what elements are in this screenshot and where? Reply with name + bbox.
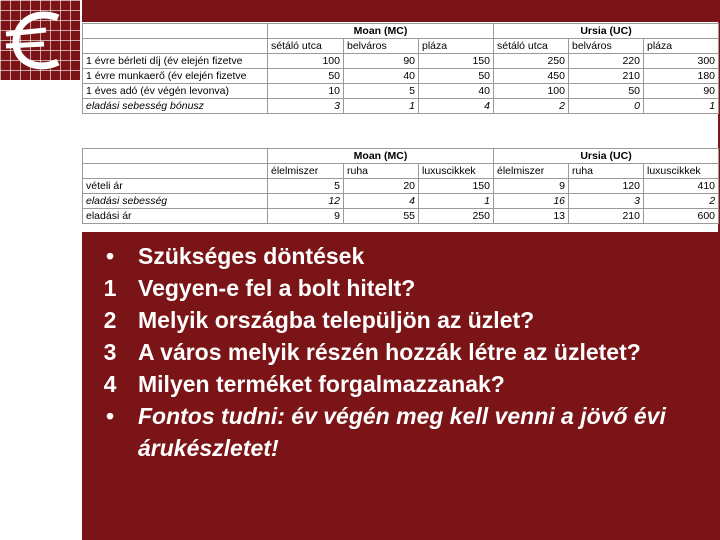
table-cell: 0: [569, 99, 644, 114]
bullet-text: Fontos tudni: év végén meg kell venni a jövő évi árukészletet!: [138, 403, 666, 461]
column-header: élelmiszer: [268, 164, 344, 179]
column-header: ruha: [344, 164, 419, 179]
table-cell: 4: [344, 194, 419, 209]
table-cell: 100: [494, 84, 569, 99]
column-header: sétáló utca: [494, 39, 569, 54]
table-cell: 600: [644, 209, 719, 224]
table-cell: 9: [494, 179, 569, 194]
table-row: [83, 84, 719, 99]
table-cell: 180: [644, 69, 719, 84]
table-row: [83, 99, 719, 114]
table-cell: 250: [419, 209, 494, 224]
table-cell: 10: [268, 84, 344, 99]
column-header: pláza: [419, 39, 494, 54]
table-cell: 2: [494, 99, 569, 114]
bullet-marker: 2: [103, 307, 117, 333]
table-cell: 40: [344, 69, 419, 84]
column-header: belváros: [344, 39, 419, 54]
table-cell: 90: [644, 84, 719, 99]
table-cell: 410: [644, 179, 719, 194]
bullet-text: Milyen terméket forgalmazzanak?: [138, 371, 505, 397]
bullet-text: Vegyen-e fel a bolt hitelt?: [138, 275, 416, 301]
table-cell: 210: [569, 69, 644, 84]
bullet-marker: •: [105, 243, 115, 269]
table-row: [83, 54, 719, 69]
bullet-text: A város melyik részén hozzák létre az üzletet?: [138, 339, 641, 365]
table-row: [83, 69, 719, 84]
row-label: eladási sebesség: [83, 194, 268, 209]
group-header-row: [83, 24, 719, 39]
euro-sign-logo-icon: [0, 0, 80, 80]
bullet-item: [82, 272, 720, 304]
column-header: ruha: [569, 164, 644, 179]
table-cell: 3: [268, 99, 344, 114]
bullet-text: Szükséges döntések: [138, 243, 365, 269]
top-maroon-strip: [82, 0, 720, 22]
table-cell: 220: [569, 54, 644, 69]
table-cell: 40: [419, 84, 494, 99]
group-header: Moan (MC): [268, 149, 494, 164]
column-header: luxuscikkek: [419, 164, 494, 179]
bullet-text: Melyik országba települjön az üzlet?: [138, 307, 535, 333]
bullet-marker: •: [105, 403, 115, 429]
table-cell: 450: [494, 69, 569, 84]
table-cell: 90: [344, 54, 419, 69]
table-cell: 1: [419, 194, 494, 209]
table-cell: 210: [569, 209, 644, 224]
left-white-band: [0, 0, 82, 540]
row-label: 1 évre munkaerő (év elején fizetve: [83, 69, 268, 84]
corner-cell: [83, 149, 268, 164]
bullet-marker: 1: [103, 275, 117, 301]
table-cell: 3: [569, 194, 644, 209]
table-cell: 16: [494, 194, 569, 209]
table-cell: 55: [344, 209, 419, 224]
table-cell: 20: [344, 179, 419, 194]
bullet-marker: 3: [103, 339, 117, 365]
table-cell: 9: [268, 209, 344, 224]
bullet-item: [82, 336, 720, 368]
table-cell: 100: [268, 54, 344, 69]
group-header: Moan (MC): [268, 24, 494, 39]
table-cell: 5: [268, 179, 344, 194]
table-cell: 1: [644, 99, 719, 114]
column-header: pláza: [644, 39, 719, 54]
row-label: 1 éves adó (év végén levonva): [83, 84, 268, 99]
table-cell: 4: [419, 99, 494, 114]
column-header: élelmiszer: [494, 164, 569, 179]
bullet-item: [82, 400, 720, 464]
table-row: [83, 179, 719, 194]
group-header: Ursia (UC): [494, 149, 719, 164]
column-header-row: [83, 164, 719, 179]
corner-cell: [83, 24, 268, 39]
column-header: belváros: [569, 39, 644, 54]
bullet-item: [82, 240, 720, 272]
bullet-item: [82, 368, 720, 400]
table-cell: 5: [344, 84, 419, 99]
corner-cell: [83, 39, 268, 54]
row-label: 1 évre bérleti díj (év elején fizetve: [83, 54, 268, 69]
table-cell: 2: [644, 194, 719, 209]
table-cell: 12: [268, 194, 344, 209]
table-row: [83, 209, 719, 224]
table-cell: 300: [644, 54, 719, 69]
table-cell: 1: [344, 99, 419, 114]
table-cell: 13: [494, 209, 569, 224]
row-label: eladási ár: [83, 209, 268, 224]
product-table: [82, 148, 719, 224]
table-cell: 150: [419, 54, 494, 69]
cost-table: [82, 23, 719, 114]
table-cell: 50: [268, 69, 344, 84]
row-label: vételi ár: [83, 179, 268, 194]
bullet-marker: 4: [103, 371, 117, 397]
column-header: luxuscikkek: [644, 164, 719, 179]
bullet-item: [82, 304, 720, 336]
column-header-row: [83, 39, 719, 54]
row-label: eladási sebesség bónusz: [83, 99, 268, 114]
group-header-row: [83, 149, 719, 164]
table-cell: 150: [419, 179, 494, 194]
table-cell: 50: [419, 69, 494, 84]
decision-bullet-list: [82, 240, 720, 464]
corner-cell: [83, 164, 268, 179]
table-cell: 250: [494, 54, 569, 69]
table-row: [83, 194, 719, 209]
group-header: Ursia (UC): [494, 24, 719, 39]
table-cell: 50: [569, 84, 644, 99]
table-cell: 120: [569, 179, 644, 194]
column-header: sétáló utca: [268, 39, 344, 54]
